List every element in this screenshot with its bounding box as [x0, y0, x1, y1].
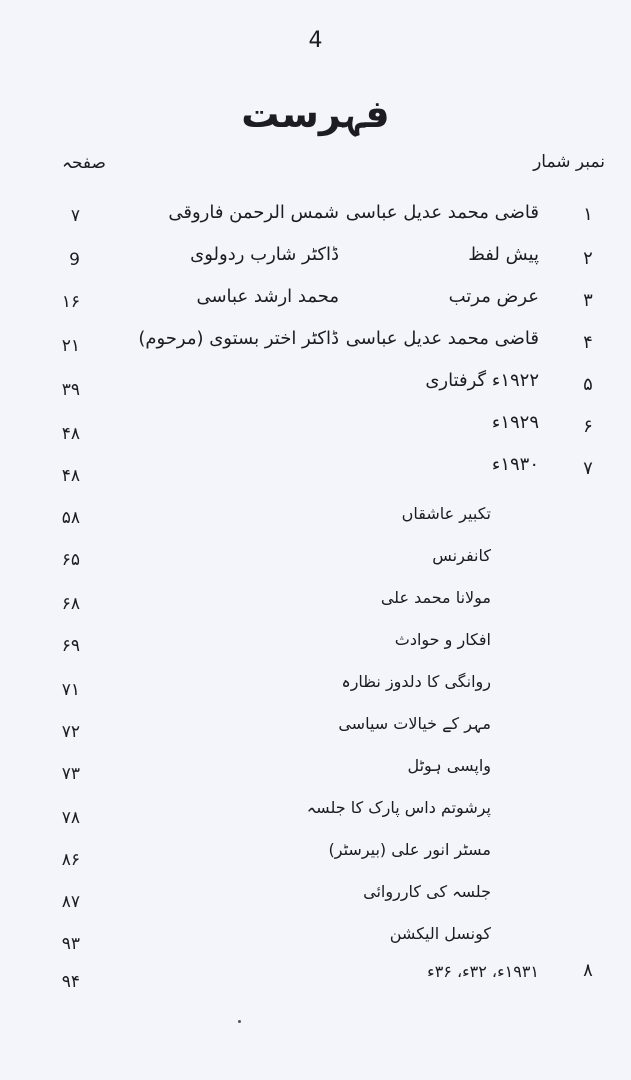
scan-speck — [238, 1020, 241, 1023]
entry-author: شمس الرحمن فاروقی — [168, 202, 339, 223]
entry-number: ۲ — [583, 248, 593, 269]
entry-number: ۳ — [583, 290, 593, 311]
entry-author: ڈاکٹر اختر بستوی (مرحوم) — [138, 328, 339, 349]
entry-title: عرض مرتب — [448, 286, 539, 307]
entry-title: ۱۹۳۰ء — [491, 454, 539, 475]
entry-title: ۱۹۲۹ء — [491, 412, 539, 433]
page-title: فہرست — [241, 92, 390, 136]
entry-number: ۶ — [583, 416, 593, 437]
entry-title: قاضی محمد عدیل عباسی — [345, 202, 539, 223]
page-column-header: صفحہ — [62, 153, 106, 173]
entry-number: ۷ — [583, 458, 593, 479]
sub-entry-page: ۶۵ — [61, 550, 80, 570]
sub-entry-title: مسٹر انور علی (بیرسٹر) — [328, 840, 491, 859]
entry-page: ۳۹ — [61, 380, 80, 400]
entry-page: ۹۴ — [61, 972, 80, 992]
sub-entry-title: روانگی کا دلدوز نظارہ — [341, 672, 491, 691]
sub-entry-page: ۹۳ — [61, 934, 80, 954]
sub-entry-title: افکار و حوادث — [394, 630, 491, 649]
sub-entry-title: پرشوتم داس پارک کا جلسہ — [306, 798, 491, 817]
entry-author: محمد ارشد عباسی — [196, 286, 339, 307]
sub-entry-page: ۵۸ — [61, 508, 80, 528]
sub-entry-page: ۷۲ — [61, 722, 80, 742]
entry-page: 9 — [69, 250, 80, 270]
sub-entry-title: مہر کے خیالات سیاسی — [338, 714, 491, 733]
entry-title: پیش لفظ — [468, 244, 539, 265]
sub-entry-page: ۶۹ — [61, 636, 80, 656]
sub-entry-page: ۷۱ — [61, 680, 80, 700]
entry-number: ۵ — [583, 374, 593, 395]
sub-entry-title: تکبیر عاشقاں — [401, 504, 491, 523]
sub-entry-title: واپسی ہوٹل — [407, 756, 491, 775]
entry-title: ۱۹۲۲ء گرفتاری — [425, 370, 539, 391]
sub-entry-page: ۶۸ — [61, 594, 80, 614]
entry-page: ۴۸ — [61, 424, 80, 444]
entry-page: ۲۱ — [61, 336, 80, 356]
sub-entry-page: ۷۸ — [61, 808, 80, 828]
sub-entry-page: ۸۶ — [61, 850, 80, 870]
sub-entry-title: کانفرنس — [432, 546, 491, 565]
entry-title: قاضی محمد عدیل عباسی — [345, 328, 539, 349]
sub-entry-title: کونسل الیکشن — [389, 924, 491, 943]
entry-title: ۱۹۳۱ء، ۳۲ء، ۳۶ء — [427, 962, 539, 981]
sub-entry-page: ۸۷ — [61, 892, 80, 912]
entry-number: ۱ — [583, 204, 593, 225]
page-number: 4 — [308, 28, 323, 53]
sub-entry-title: مولانا محمد علی — [380, 588, 491, 607]
entry-author: ڈاکٹر شارب ردولوی — [190, 244, 339, 265]
serial-column-header: نمبر شمار — [533, 152, 605, 172]
sub-entry-title: جلسہ کی کارروائی — [363, 882, 491, 901]
entry-number: ۴ — [583, 332, 593, 353]
entry-page: ۱۶ — [61, 292, 80, 312]
entry-page: ۴۸ — [61, 466, 80, 486]
entry-page: ۷ — [70, 206, 80, 226]
entry-number: ۸ — [583, 960, 593, 981]
sub-entry-page: ۷۳ — [61, 764, 80, 784]
